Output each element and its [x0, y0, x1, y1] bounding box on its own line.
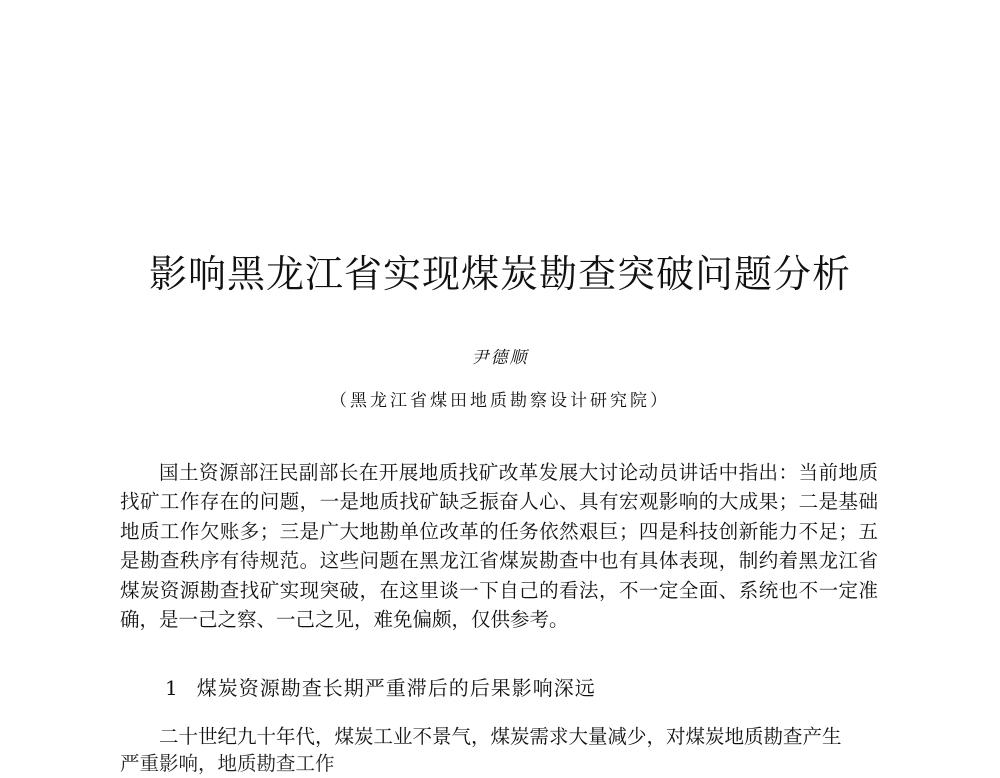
cutoff-text: 严重影响，地质勘查工作 — [120, 752, 335, 775]
section-1-number: 1 — [165, 676, 179, 700]
article-author: 尹德顺 — [471, 348, 529, 368]
section-1-title: 煤炭资源勘查长期严重滞后的后果影响深远 — [196, 676, 596, 700]
section-1-heading — [165, 672, 596, 704]
article-affiliation: （黑龙江省煤田地质勘察设计研究院） — [330, 391, 670, 411]
cutoff-text-line — [120, 752, 540, 775]
article-title: 影响黑龙江省实现煤炭勘查突破问题分析 — [148, 252, 851, 296]
intro-paragraph: 国土资源部汪民副部长在开展地质找矿改革发展大讨论动员讲话中指出：当前地质找矿工作存在的问题，一是地质找矿缺乏振奋人心、具有宏观影响的大成果；二是基础地质工作欠账多；三是广大地勘单位改革的任务依然艰巨；四是科技创新能力不足；五是勘查秩序有待规范。这些问题在黑龙江省煤炭勘查中也有具体表现，制约着黑龙江省煤炭资源勘查找矿实现突破，在这里谈一下自己的看法，不一定全面、系统也不一定准确，是一己之察、一己之见，难免偏颇，仅供参考。 — [120, 461, 878, 632]
section-1-paragraph: 二十世纪九十年代，煤炭工业不景气，煤炭需求大量减少，对煤炭地质勘查产生 — [159, 725, 842, 748]
